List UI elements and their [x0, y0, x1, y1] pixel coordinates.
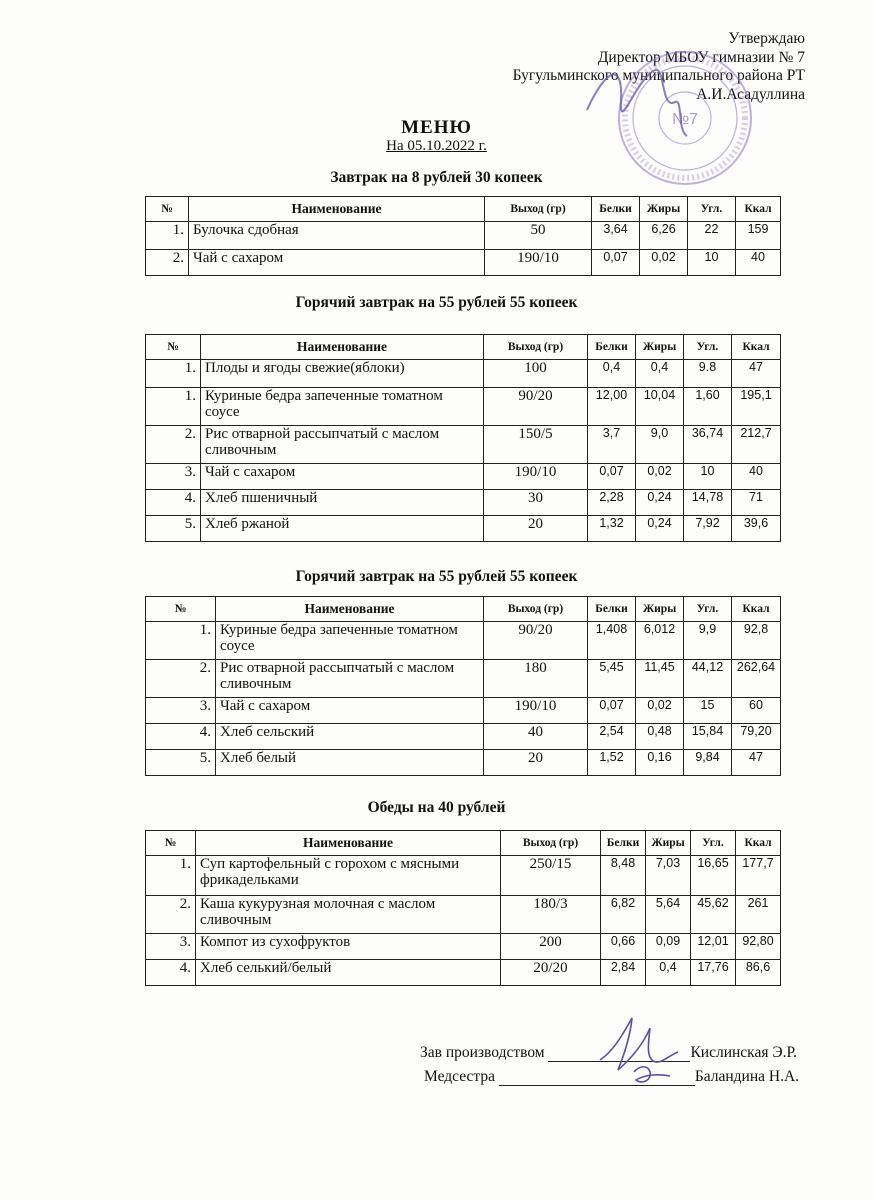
col-number: № — [146, 197, 189, 222]
col-name: Наименование — [201, 335, 484, 360]
dish-carbs: 10 — [684, 464, 732, 490]
row-number: 4. — [146, 490, 201, 516]
section-title: Горячий завтрак на 55 рублей 55 копеек — [295, 294, 578, 311]
dish-kcal: 47 — [732, 360, 781, 388]
row-number: 2. — [146, 896, 196, 934]
dish-carbs: 16,65 — [691, 856, 736, 896]
table-row — [146, 934, 781, 960]
col-protein: Белки — [592, 197, 640, 222]
dish-protein: 0,4 — [588, 360, 636, 388]
dish-carbs: 15,84 — [684, 724, 732, 750]
dish-fat: 7,03 — [646, 856, 691, 896]
dish-carbs: 36,74 — [684, 426, 732, 464]
dish-name: Компот из сухофруктов — [196, 934, 501, 960]
col-name: Наименование — [189, 197, 485, 222]
dish-yield: 90/20 — [484, 388, 588, 426]
table-row — [146, 660, 781, 698]
dish-name: Плоды и ягоды свежие(яблоки) — [201, 360, 484, 388]
menu-table-hot-breakfast-2 — [145, 596, 781, 776]
dish-fat: 0,48 — [636, 724, 684, 750]
col-kcal: Ккал — [736, 831, 781, 856]
col-carbs: Угл. — [684, 335, 732, 360]
col-yield: Выход (гр) — [484, 335, 588, 360]
dish-yield: 190/10 — [484, 464, 588, 490]
dish-yield: 40 — [484, 724, 588, 750]
table-header-row — [146, 335, 781, 360]
row-number: 1. — [146, 222, 189, 250]
dish-kcal: 40 — [736, 250, 781, 276]
table-row — [146, 360, 781, 388]
section-title: Горячий завтрак на 55 рублей 55 копеек — [295, 568, 578, 585]
table-row — [146, 250, 781, 276]
dish-protein: 3,64 — [592, 222, 640, 250]
row-number: 2. — [146, 426, 201, 464]
dish-name: Хлеб селький/белый — [196, 960, 501, 986]
stamp-number: №7 — [671, 111, 699, 128]
dish-kcal: 92,8 — [732, 622, 781, 660]
table-header-row — [146, 831, 781, 856]
dish-carbs: 1,60 — [684, 388, 732, 426]
dish-protein: 0,07 — [588, 464, 636, 490]
row-number: 4. — [146, 724, 216, 750]
section-title: Завтрак на 8 рублей 30 копеек — [330, 169, 543, 186]
col-kcal: Ккал — [732, 597, 781, 622]
dish-protein: 1,52 — [588, 750, 636, 776]
dish-protein: 5,45 — [588, 660, 636, 698]
dish-kcal: 262,64 — [732, 660, 781, 698]
dish-yield: 30 — [484, 490, 588, 516]
signature-production — [420, 1043, 797, 1062]
approval-line: Директор МБОУ гимназии № 7 — [597, 48, 805, 66]
dish-kcal: 195,1 — [732, 388, 781, 426]
row-number: 5. — [146, 516, 201, 542]
dish-protein: 2,84 — [601, 960, 646, 986]
row-number: 4. — [146, 960, 196, 986]
dish-kcal: 39,6 — [732, 516, 781, 542]
col-yield: Выход (гр) — [484, 597, 588, 622]
dish-yield: 180/3 — [501, 896, 601, 934]
dish-fat: 11,45 — [636, 660, 684, 698]
dish-name: Куриные бедра запеченные томатном соусе — [216, 622, 484, 660]
dish-name: Чай с сахаром — [201, 464, 484, 490]
dish-carbs: 10 — [688, 250, 736, 276]
dish-name: Хлеб ржаной — [201, 516, 484, 542]
dish-yield: 20 — [484, 516, 588, 542]
signature-label: Медсестра — [424, 1068, 495, 1085]
col-name: Наименование — [196, 831, 501, 856]
dish-name: Рис отварной рассыпчатый с маслом сливочным — [216, 660, 484, 698]
dish-yield: 50 — [485, 222, 592, 250]
dish-protein: 6,82 — [601, 896, 646, 934]
row-number: 5. — [146, 750, 216, 776]
dish-yield: 20/20 — [501, 960, 601, 986]
table-row — [146, 960, 781, 986]
table-row — [146, 388, 781, 426]
dish-name: Суп картофельный с горохом с мясными фрикадельками — [196, 856, 501, 896]
dish-fat: 0,24 — [636, 490, 684, 516]
dish-yield: 190/10 — [485, 250, 592, 276]
dish-kcal: 212,7 — [732, 426, 781, 464]
table-header-row — [146, 197, 781, 222]
menu-table-lunch — [145, 830, 781, 986]
dish-name: Чай с сахаром — [189, 250, 485, 276]
row-number: 1. — [146, 388, 201, 426]
dish-fat: 5,64 — [646, 896, 691, 934]
signature-line — [499, 1067, 695, 1086]
row-number: 3. — [146, 934, 196, 960]
dish-name: Каша кукурузная молочная с маслом сливочным — [196, 896, 501, 934]
table-row — [146, 856, 781, 896]
dish-fat: 6,26 — [640, 222, 688, 250]
menu-table-hot-breakfast-1 — [145, 334, 781, 542]
col-carbs: Угл. — [684, 597, 732, 622]
table-row — [146, 464, 781, 490]
dish-name: Хлеб пшеничный — [201, 490, 484, 516]
signature-label: Зав производством — [420, 1044, 545, 1061]
dish-carbs: 45,62 — [691, 896, 736, 934]
col-fat: Жиры — [636, 597, 684, 622]
dish-protein: 8,48 — [601, 856, 646, 896]
table-row — [146, 750, 781, 776]
dish-kcal: 47 — [732, 750, 781, 776]
dish-fat: 0,02 — [636, 464, 684, 490]
dish-yield: 200 — [501, 934, 601, 960]
col-number: № — [146, 335, 201, 360]
dish-yield: 90/20 — [484, 622, 588, 660]
dish-name: Чай с сахаром — [216, 698, 484, 724]
col-carbs: Угл. — [688, 197, 736, 222]
row-number: 2. — [146, 250, 189, 276]
dish-fat: 0,16 — [636, 750, 684, 776]
col-carbs: Угл. — [691, 831, 736, 856]
table-header-row — [146, 597, 781, 622]
table-row — [146, 222, 781, 250]
dish-protein: 2,54 — [588, 724, 636, 750]
dish-name: Хлеб сельский — [216, 724, 484, 750]
dish-yield: 180 — [484, 660, 588, 698]
dish-carbs: 22 — [688, 222, 736, 250]
dish-yield: 100 — [484, 360, 588, 388]
col-kcal: Ккал — [736, 197, 781, 222]
row-number: 1. — [146, 856, 196, 896]
col-number: № — [146, 831, 196, 856]
dish-protein: 1,408 — [588, 622, 636, 660]
col-protein: Белки — [601, 831, 646, 856]
col-yield: Выход (гр) — [485, 197, 592, 222]
dish-fat: 0,4 — [636, 360, 684, 388]
dish-carbs: 44,12 — [684, 660, 732, 698]
signature-nurse — [424, 1067, 799, 1086]
dish-carbs: 14,78 — [684, 490, 732, 516]
approval-line: А.И.Асадуллина — [696, 85, 805, 103]
dish-name: Куриные бедра запеченные томатном соусе — [201, 388, 484, 426]
dish-kcal: 79,20 — [732, 724, 781, 750]
approval-block — [513, 30, 805, 104]
row-number: 1. — [146, 622, 216, 660]
col-fat: Жиры — [646, 831, 691, 856]
col-kcal: Ккал — [732, 335, 781, 360]
dish-yield: 250/15 — [501, 856, 601, 896]
col-protein: Белки — [588, 597, 636, 622]
col-fat: Жиры — [640, 197, 688, 222]
dish-carbs: 12,01 — [691, 934, 736, 960]
table-row — [146, 426, 781, 464]
dish-fat: 0,09 — [646, 934, 691, 960]
dish-carbs: 17,76 — [691, 960, 736, 986]
dish-kcal: 40 — [732, 464, 781, 490]
dish-protein: 0,66 — [601, 934, 646, 960]
dish-protein: 2,28 — [588, 490, 636, 516]
table-row — [146, 724, 781, 750]
dish-kcal: 177,7 — [736, 856, 781, 896]
approval-line: Утверждаю — [728, 30, 805, 47]
dish-kcal: 86,6 — [736, 960, 781, 986]
signature-name: Кислинская Э.Р. — [690, 1044, 798, 1061]
dish-kcal: 60 — [732, 698, 781, 724]
dish-name: Булочка сдобная — [189, 222, 485, 250]
dish-name: Рис отварной рассыпчатый с маслом сливочным — [201, 426, 484, 464]
row-number: 3. — [146, 464, 201, 490]
dish-fat: 10,04 — [636, 388, 684, 426]
signature-line — [548, 1043, 690, 1062]
col-number: № — [146, 597, 216, 622]
dish-kcal: 261 — [736, 896, 781, 934]
page-title: МЕНЮ — [401, 117, 472, 138]
col-protein: Белки — [588, 335, 636, 360]
dish-fat: 6,012 — [636, 622, 684, 660]
col-yield: Выход (гр) — [501, 831, 601, 856]
dish-carbs: 9,84 — [684, 750, 732, 776]
dish-protein: 0,07 — [592, 250, 640, 276]
section-title: Обеды на 40 рублей — [367, 799, 506, 816]
row-number: 2. — [146, 660, 216, 698]
table-row — [146, 622, 781, 660]
dish-fat: 0,02 — [640, 250, 688, 276]
menu-date: На 05.10.2022 г. — [386, 138, 487, 154]
dish-yield: 20 — [484, 750, 588, 776]
dish-carbs: 15 — [684, 698, 732, 724]
table-row — [146, 516, 781, 542]
dish-protein: 12,00 — [588, 388, 636, 426]
table-row — [146, 896, 781, 934]
table-row — [146, 490, 781, 516]
dish-fat: 9,0 — [636, 426, 684, 464]
dish-kcal: 92,80 — [736, 934, 781, 960]
dish-protein: 0,07 — [588, 698, 636, 724]
col-fat: Жиры — [636, 335, 684, 360]
row-number: 3. — [146, 698, 216, 724]
dish-fat: 0,4 — [646, 960, 691, 986]
col-name: Наименование — [216, 597, 484, 622]
approval-line: Бугульминского муниципального района РТ — [512, 67, 805, 84]
dish-fat: 0,24 — [636, 516, 684, 542]
dish-kcal: 159 — [736, 222, 781, 250]
row-number: 1. — [146, 360, 201, 388]
dish-fat: 0,02 — [636, 698, 684, 724]
dish-yield: 150/5 — [484, 426, 588, 464]
dish-name: Хлеб белый — [216, 750, 484, 776]
dish-protein: 3,7 — [588, 426, 636, 464]
dish-carbs: 9,9 — [684, 622, 732, 660]
table-row — [146, 698, 781, 724]
dish-carbs: 7,92 — [684, 516, 732, 542]
dish-protein: 1,32 — [588, 516, 636, 542]
signature-name: Баландина Н.А. — [694, 1068, 800, 1085]
dish-yield: 190/10 — [484, 698, 588, 724]
dish-carbs: 9.8 — [684, 360, 732, 388]
menu-table-breakfast — [145, 196, 781, 276]
dish-kcal: 71 — [732, 490, 781, 516]
